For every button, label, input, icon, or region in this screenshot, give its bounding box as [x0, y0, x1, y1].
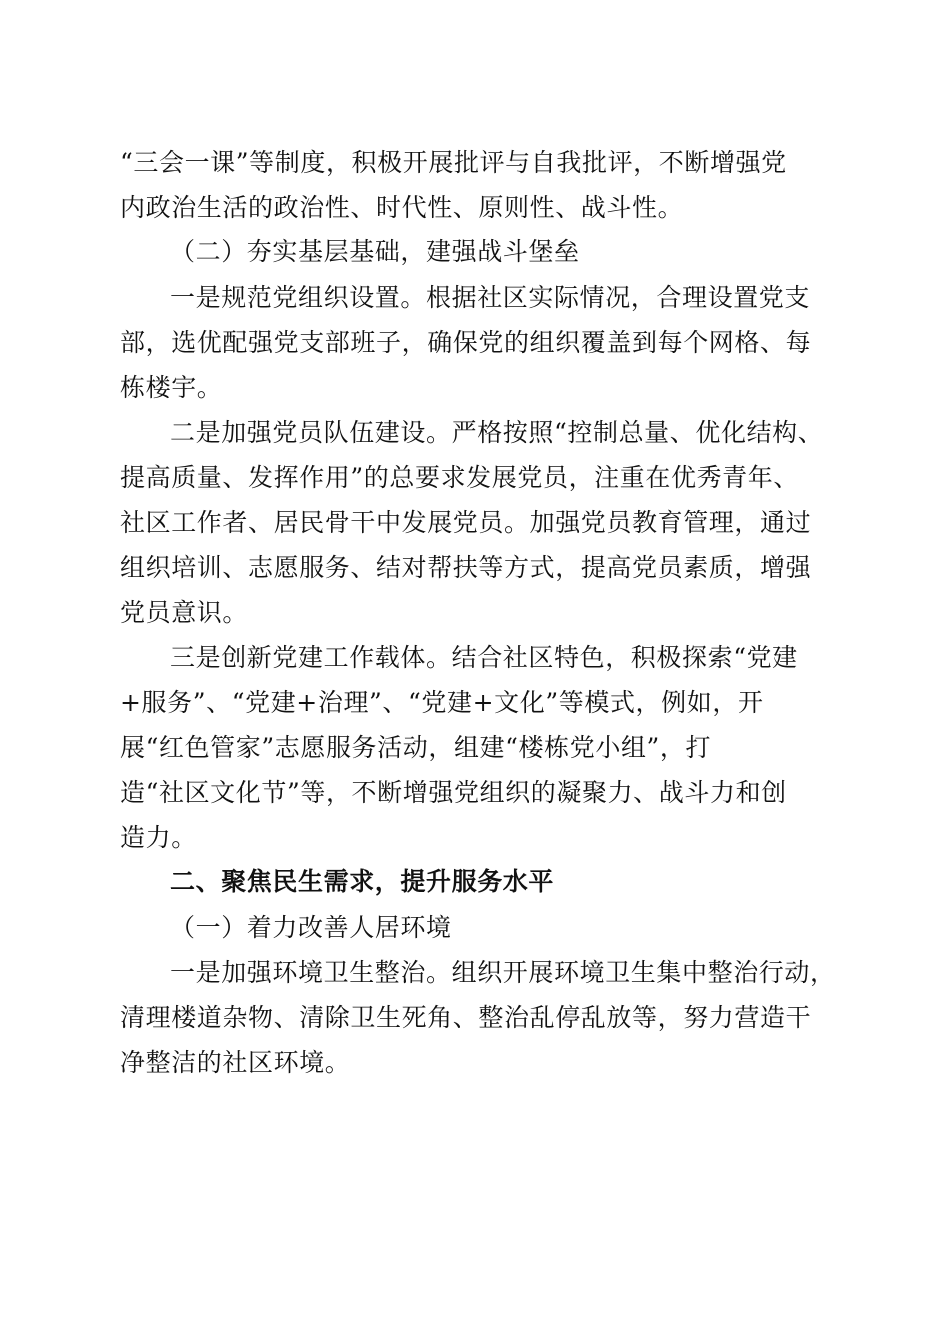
paragraph-line: 社区工作者、居民骨干中发展党员。加强党员教育管理，通过: [120, 508, 812, 537]
paragraph-line: 党员意识。: [120, 598, 249, 627]
paragraph-line: 展“红色管家”志愿服务活动，组建“楼栋党小组”，打: [120, 733, 712, 762]
paragraph-line: 净整洁的社区环境。: [120, 1048, 351, 1077]
paragraph-line: 二是加强党员队伍建设。严格按照“控制总量、优化结构、: [170, 418, 824, 447]
paragraph-line: 造“社区文化节”等，不断增强党组织的凝聚力、战斗力和创: [120, 778, 787, 807]
paragraph-line: 清理楼道杂物、清除卫生死角、整治乱停乱放等，努力营造干: [120, 1003, 812, 1032]
paragraph-line: 提高质量、发挥作用”的总要求发展党员，注重在优秀青年、: [120, 463, 799, 492]
paragraph-line: 三是创新党建工作载体。结合社区特色，积极探索“党建: [170, 643, 798, 672]
paragraph-line: 内政治生活的政治性、时代性、原则性、战斗性。: [120, 193, 684, 222]
paragraph-line: 部，选优配强党支部班子，确保党的组织覆盖到每个网格、每: [120, 328, 812, 357]
paragraph-line: “三会一课”等制度，积极开展批评与自我批评，不断增强党: [120, 148, 787, 177]
paragraph-line: 栋楼宇。: [120, 373, 223, 402]
paragraph-line: 造力。: [120, 823, 197, 852]
subsection-heading: （一）着力改善人居环境: [170, 913, 452, 942]
section-heading: 二、聚焦民生需求，提升服务水平: [170, 867, 555, 896]
paragraph-line: 组织培训、志愿服务、结对帮扶等方式，提高党员素质，增强: [120, 553, 812, 582]
paragraph-line: 一是规范党组织设置。根据社区实际情况，合理设置党支: [170, 283, 811, 312]
subsection-heading: （二）夯实基层基础，建强战斗堡垒: [170, 237, 580, 266]
paragraph-line: +服务”、“党建+治理”、“党建+文化”等模式，例如，开: [120, 688, 764, 717]
paragraph-line: 一是加强环境卫生整治。组织开展环境卫生集中整治行动，: [170, 958, 836, 987]
